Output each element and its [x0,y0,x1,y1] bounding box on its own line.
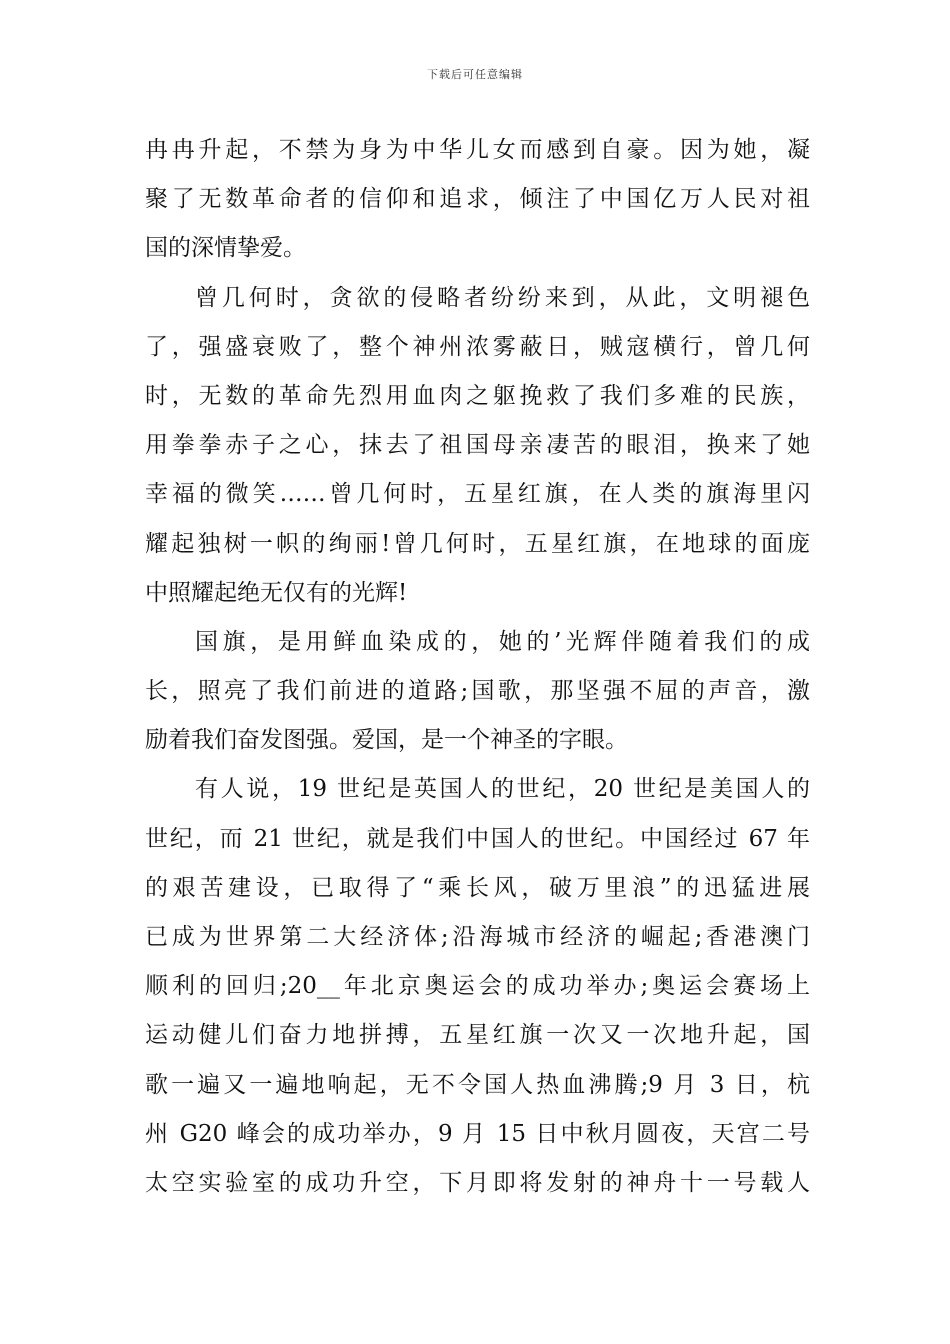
text-line: 聚了无数革命者的信仰和追求，倾注了中国亿万人民对祖 [145,186,810,213]
text-line: 幸福的微笑……曾几何时，五星红旗，在人类的旗海里闪 [145,481,810,508]
text-line: 的艰苦建设，已取得了“乘长风，破万里浪”的迅猛进展 [145,874,810,901]
paragraph [145,274,810,618]
text-line: 耀起独树一帜的绚丽!曾几何时，五星红旗，在地球的面庞 [145,530,810,557]
paragraph [145,765,810,1208]
text-line: 太空实验室的成功升空，下月即将发射的神舟十一号载人 [145,1169,810,1196]
body-text [145,126,810,1208]
paragraph [145,126,810,274]
text-line: 州 G20 峰会的成功举办，9 月 15 日中秋月圆夜，天宫二号 [145,1120,810,1147]
text-line: 时，无数的革命先烈用血肉之躯挽救了我们多难的民族， [145,382,810,409]
text-line: 中照耀起绝无仅有的光辉! [145,579,408,606]
text-line: 国旗，是用鲜血染成的，她的’光辉伴随着我们的成 [195,628,810,655]
text-line: 曾几何时，贪欲的侵略者纷纷来到，从此，文明褪色 [195,284,810,311]
text-line: 顺利的回归;20__年北京奥运会的成功举办;奥运会赛场上 [145,973,810,1000]
text-line: 冉冉升起，不禁为身为中华儿女而感到自豪。因为她，凝 [145,137,810,163]
text-line: 长，照亮了我们前进的道路;国歌，那坚强不屈的声音，激 [145,678,810,705]
text-line: 了，强盛衰败了，整个神州浓雾蔽日，贼寇横行，曾几何 [145,333,810,360]
text-line: 国的深情挚爱。 [145,235,306,262]
text-line: 运动健儿们奋力地拼搏，五星红旗一次又一次地升起，国 [145,1022,810,1049]
text-line: 励着我们奋发图强。爱国，是一个神圣的字眼。 [145,727,628,754]
paragraph [145,618,810,766]
text-line: 歌一遍又一遍地响起，无不令国人热血沸腾;9 月 3 日，杭 [145,1071,810,1098]
header-note: 下载后可任意编辑 [427,68,523,81]
text-line: 有人说，19 世纪是英国人的世纪，20 世纪是美国人的 [195,776,810,803]
text-line: 用拳拳赤子之心，抹去了祖国母亲凄苦的眼泪，换来了她 [145,432,810,459]
text-line: 已成为世界第二大经济体;沿海城市经济的崛起;香港澳门 [145,924,810,950]
text-line: 世纪，而 21 世纪，就是我们中国人的世纪。中国经过 67 年 [145,825,810,852]
